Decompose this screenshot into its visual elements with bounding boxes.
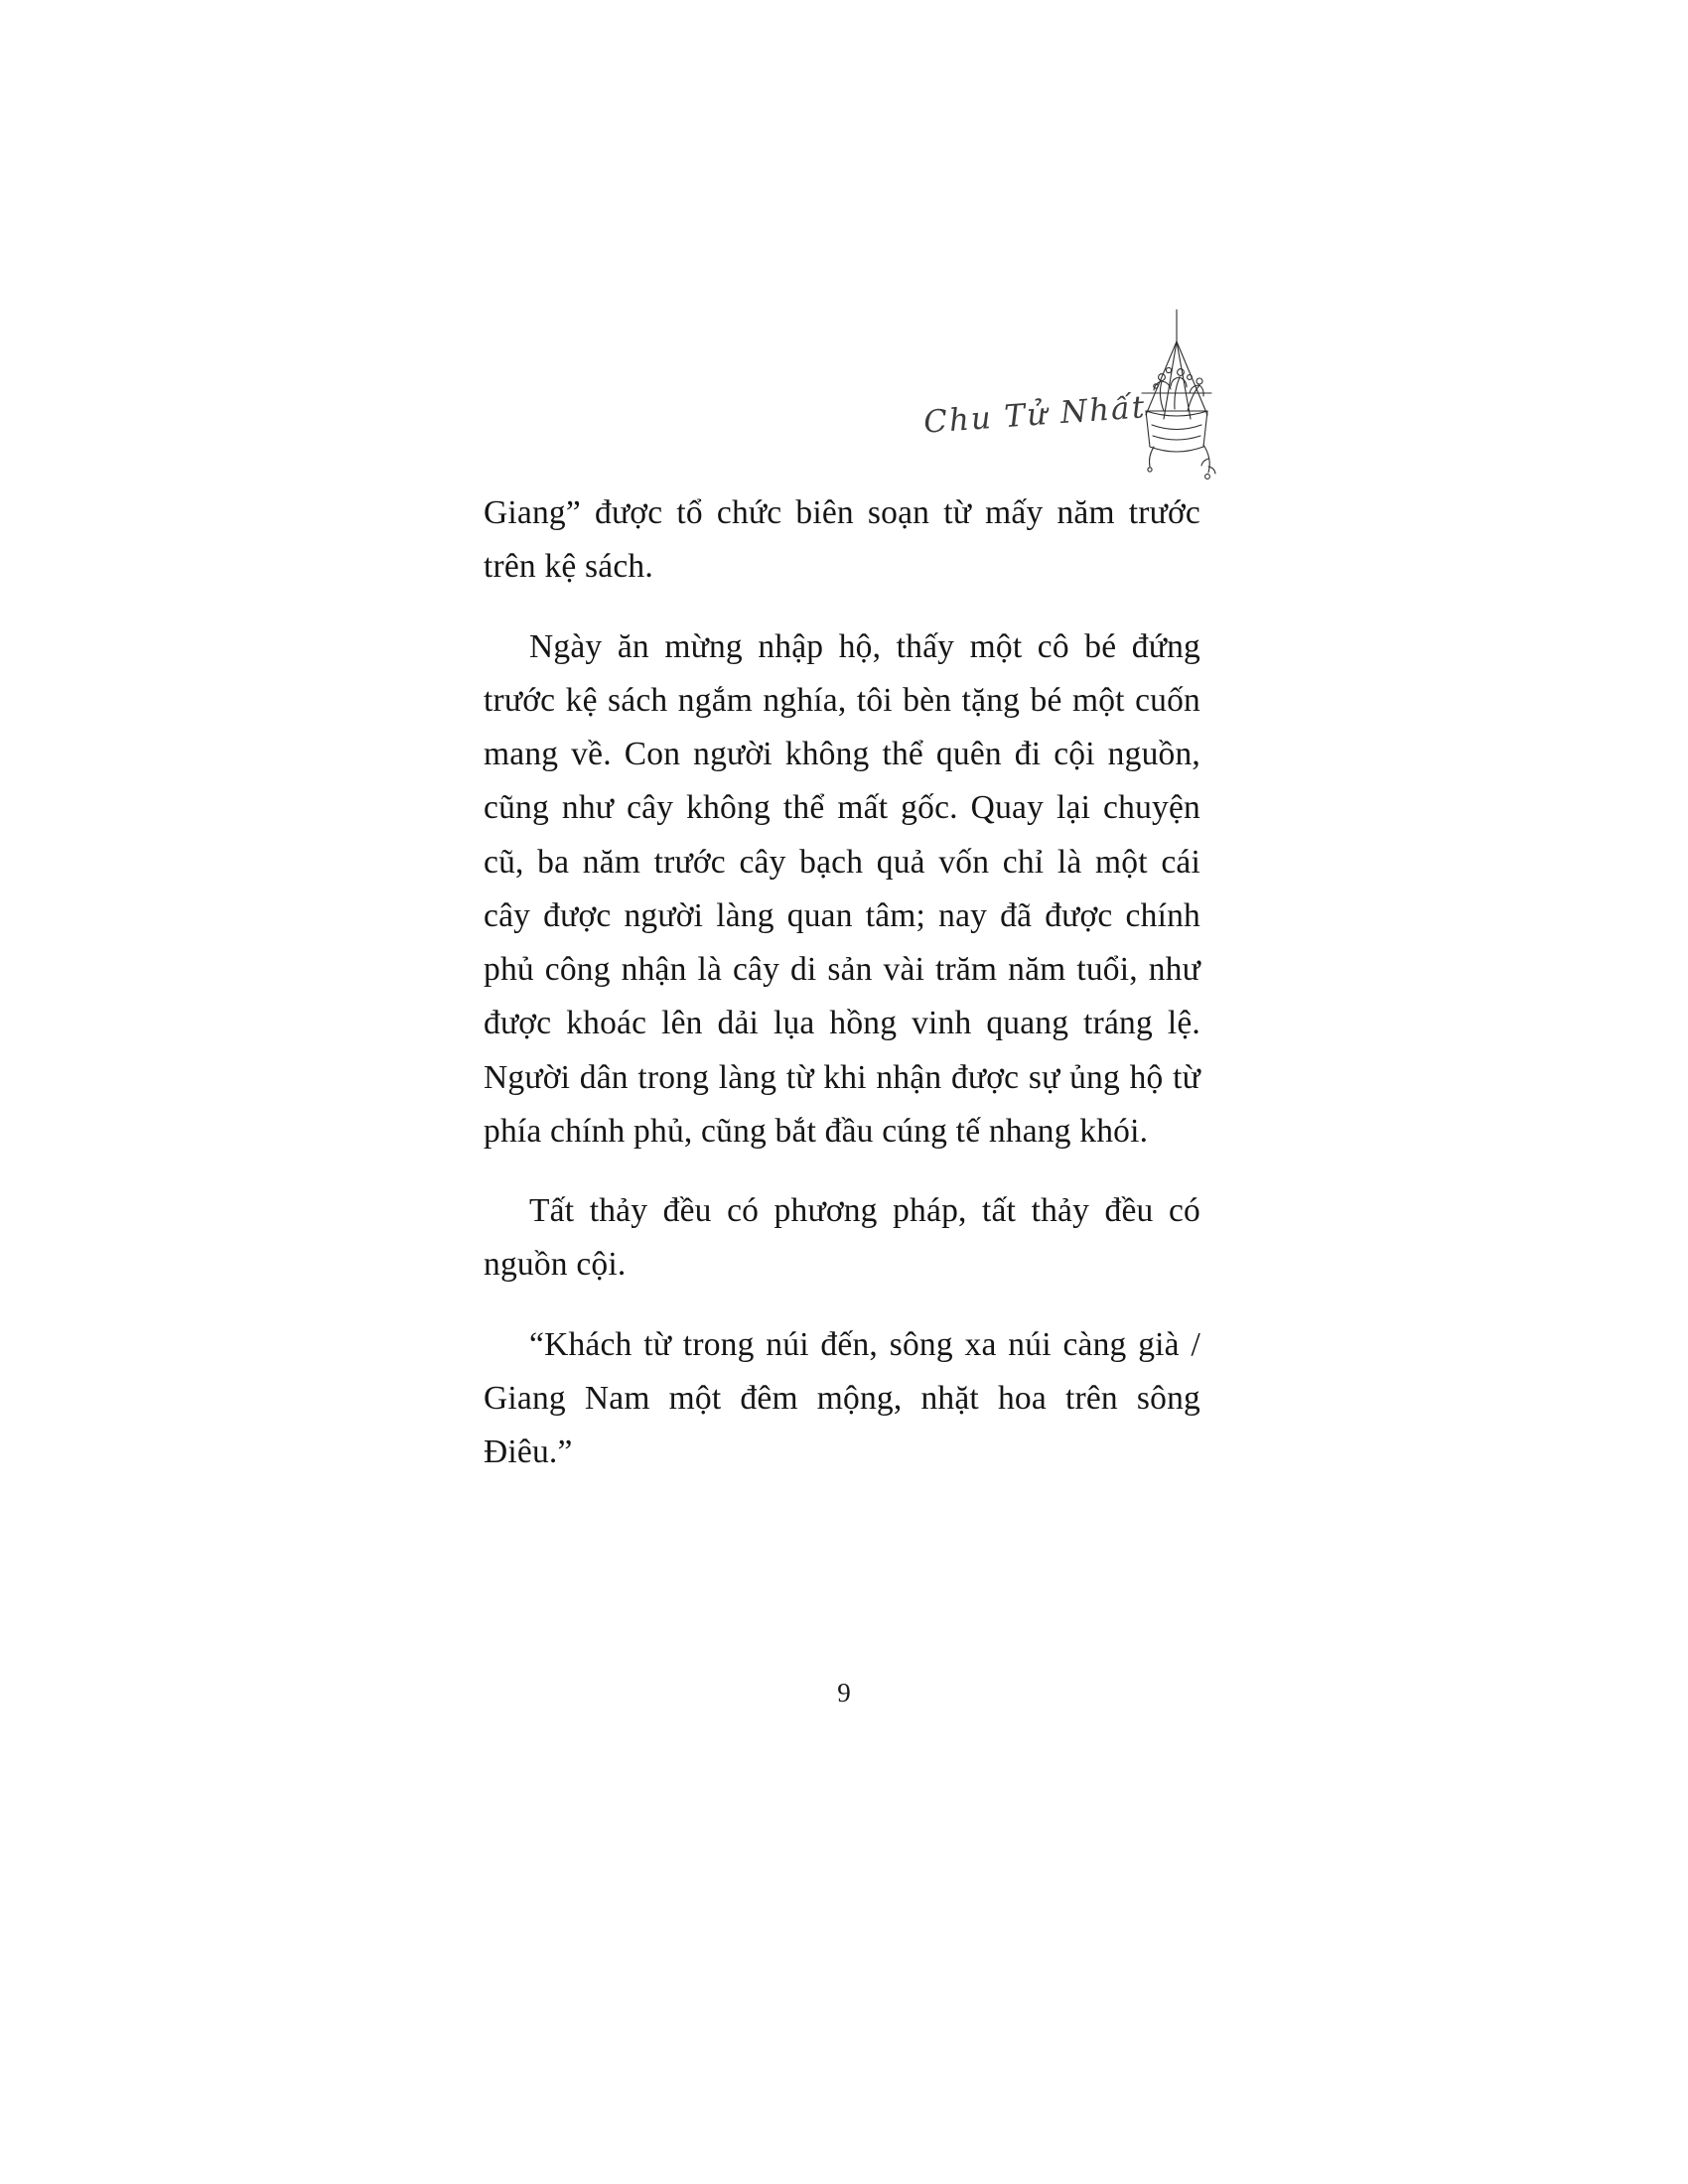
- hanging-planter-icon: [1112, 308, 1241, 486]
- author-name-script: Chu Tử Nhất: [922, 389, 1148, 441]
- paragraph: “Khách từ trong núi đến, sông xa núi càng già / Giang Nam một đêm mộng, nhặt hoa trên sông Điêu.”: [484, 1325, 1200, 1471]
- page-body: [484, 486, 1200, 1480]
- paragraph: Giang” được tổ chức biên soạn từ mấy năm trước trên kệ sách.: [484, 494, 1200, 586]
- running-head: [923, 318, 1241, 506]
- paragraph: Tất thảy đều có phương pháp, tất thảy đều có nguồn cội.: [484, 1192, 1200, 1284]
- page-number: 9: [837, 1678, 851, 1707]
- paragraph: Ngày ăn mừng nhập hộ, thấy một cô bé đứng trước kệ sách ngắm nghía, tôi bèn tặng bé một cuốn mang về. Con người không thể quên đi cội nguồn, cũng như cây không thể mất gốc. Quay lại chuyện cũ, ba năm trước cây bạch quả vốn chỉ là một cái cây được người làng quan tâm; nay đã được chính phủ công nhận là cây di sản vài trăm năm tuổi, như được khoác lên dải lụa hồng vinh quang tráng lệ. Người dân trong làng từ khi nhận được sự ủng hộ từ phía chính phủ, cũng bắt đầu cúng tế nhang khói.: [484, 627, 1200, 1150]
